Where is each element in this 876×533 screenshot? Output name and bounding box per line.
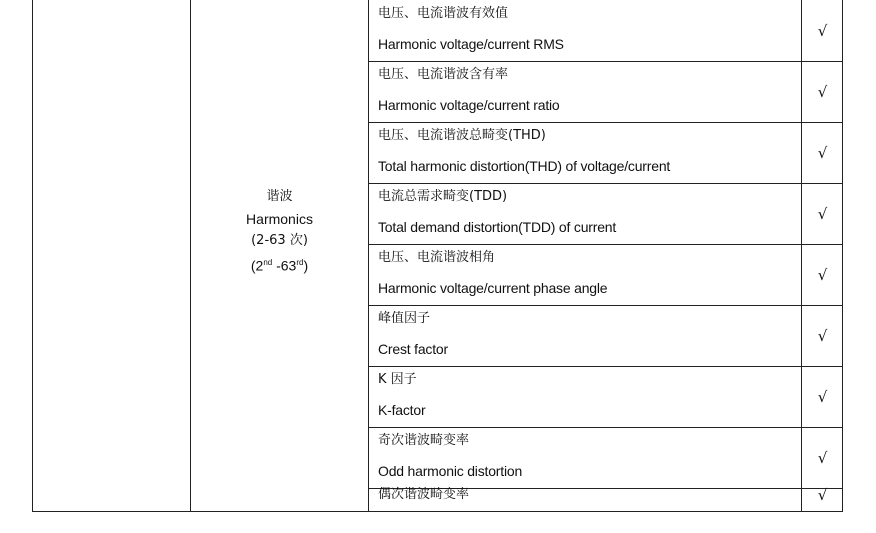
table-row	[369, 122, 843, 183]
item-name-en: K-factor	[378, 402, 426, 418]
item-name-zh: 电压、电流谐波有效值	[378, 6, 509, 21]
item-name-zh: 电压、电流谐波总畸变(THD)	[378, 128, 546, 143]
check-mark-icon: √	[817, 265, 828, 284]
table-border-left	[32, 0, 33, 512]
category-range-en: (2nd -63rd)	[250, 257, 309, 274]
category-cell	[191, 186, 368, 277]
check-mark-icon: √	[817, 448, 828, 467]
table-row	[369, 0, 843, 61]
item-name-en: Odd harmonic distortion	[378, 463, 523, 479]
item-name-zh: K 因子	[378, 372, 417, 387]
check-mark-icon: √	[817, 485, 828, 504]
check-mark-icon: √	[817, 387, 828, 406]
item-name-en: Harmonic voltage/current phase angle	[378, 280, 608, 296]
table-row	[369, 305, 843, 366]
item-name-en: Harmonic voltage/current ratio	[378, 97, 560, 113]
category-name-en: Harmonics	[246, 211, 313, 227]
harmonics-spec-table	[32, 0, 843, 512]
check-mark-icon: √	[817, 21, 828, 40]
table-row	[369, 427, 843, 488]
item-name-en: Crest factor	[378, 341, 448, 357]
item-name-en: Total demand distortion(TDD) of current	[378, 219, 617, 235]
table-row	[369, 183, 843, 244]
item-name-en: Total harmonic distortion(THD) of voltage/current	[378, 158, 671, 174]
item-name-zh: 奇次谐波畸变率	[378, 433, 470, 448]
table-row	[369, 244, 843, 305]
table-row	[369, 366, 843, 427]
item-name-zh: 偶次谐波畸变率	[378, 487, 470, 502]
category-name-zh: 谐波	[266, 189, 293, 204]
item-name-zh: 峰值因子	[378, 311, 431, 326]
item-name-en: Harmonic voltage/current RMS	[378, 36, 564, 52]
check-mark-icon: √	[817, 82, 828, 101]
table-row	[369, 481, 843, 512]
check-mark-icon: √	[817, 143, 828, 162]
check-mark-icon: √	[817, 326, 828, 345]
item-name-zh: 电压、电流谐波相角	[378, 250, 496, 265]
item-name-zh: 电压、电流谐波含有率	[378, 67, 509, 82]
check-mark-icon: √	[817, 204, 828, 223]
table-row	[369, 61, 843, 122]
category-range-zh: (2-63 次)	[251, 233, 308, 248]
item-name-zh: 电流总需求畸变(TDD)	[378, 189, 508, 204]
